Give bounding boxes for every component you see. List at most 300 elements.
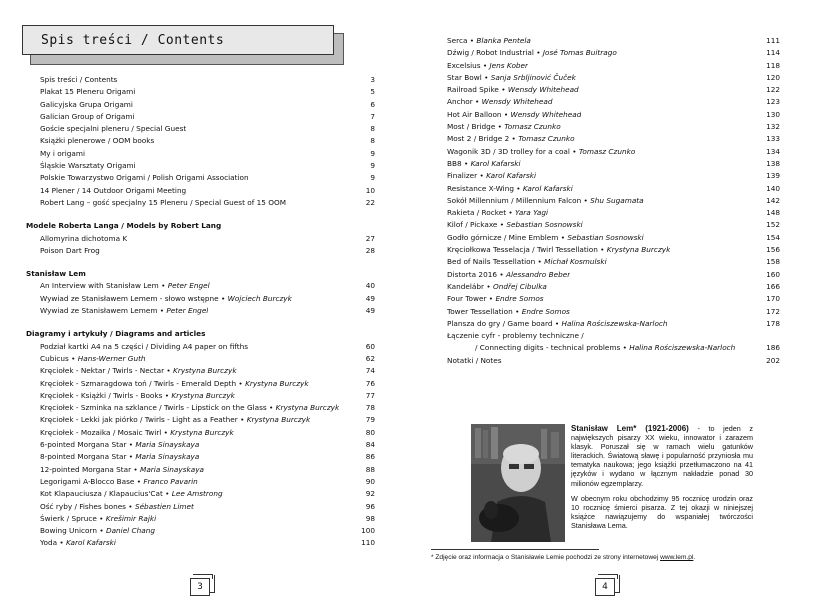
entry-author: Endre Somos [495,294,544,304]
lem-bio-block [471,424,753,544]
entry-title-text: Diagramy i artykuły / Diagrams and articles [26,329,206,339]
entry-title [447,256,607,268]
contents-entry [447,133,780,145]
entry-page-number: 8 [370,124,375,134]
contents-entry [447,306,780,318]
entry-author: Wojciech Burczyk [227,293,292,303]
entry-title-text: 8-pointed Morgana Star • [40,452,136,462]
contents-entry [447,158,780,170]
contents-entry [26,353,375,365]
entry-title-text: Bed of Nails Tessellation • [447,257,545,267]
entry-title [26,501,194,513]
entry-title [26,220,221,232]
entry-title-text: Distorta 2016 • [447,269,506,279]
lem-portrait-photo [471,424,565,542]
contents-entry [447,96,780,108]
contents-entry [26,293,375,305]
entry-title-text: Spis treści / Contents [40,75,118,84]
entry-author: Yara Yagi [515,208,548,218]
entry-title-text: Polskie Towarzystwo Origami / Polish Origami Association [40,173,249,183]
entry-title-text: Sokół Millennium / Millennium Falcon • [447,195,591,205]
entry-title-text: Poison Dart Frog [40,245,100,255]
entry-title-text: BB8 • [447,158,471,168]
entry-title-text: Kręciołek - Szmaragdowa toń / Twirls - Emerald Depth • [40,378,246,388]
entry-title [447,121,561,133]
entry-author: Sébastien Limet [134,501,194,511]
entry-title-text: Finalizer • [447,171,487,181]
entry-author: Wensdy Whitehead [507,85,579,95]
entry-title [447,207,548,219]
page-title: Spis treści / Contents [22,25,334,55]
entry-title-text: Świerk / Spruce • [40,513,106,523]
entry-page-number: 202 [766,355,780,365]
entry-title-text: 14 Plener / 14 Outdoor Origami Meeting [40,185,187,195]
entry-page-number: 49 [365,293,375,303]
entry-title [26,305,208,317]
entry-title-text: Wywiad ze Stanisławem Lemem - słowo wstępne • [40,293,228,303]
entry-title-text: Bowing Unicorn • [40,526,106,536]
contents-entry [26,464,375,476]
entry-title-text: 6-pointed Morgana Star • [40,440,136,450]
footnote-end: . [693,554,696,561]
entry-author: Sebastian Sosnowski [567,232,644,242]
contents-entry [26,233,375,245]
entry-title [447,96,553,108]
entry-title [26,439,199,451]
entry-page-number: 40 [365,281,375,291]
entry-title [26,390,235,402]
contents-entry [26,501,375,513]
entry-title [447,219,583,231]
entry-page-number: 76 [365,378,375,388]
section-gap [26,257,375,268]
entry-page-number: 138 [766,158,780,168]
entry-page-number: 172 [766,306,780,316]
contents-list-right [447,35,780,367]
entry-page-number: 178 [766,318,780,328]
entry-title [447,35,531,47]
entry-title [447,355,502,367]
entry-page-number: 139 [766,171,780,181]
contents-entry [26,305,375,317]
entry-author: Krystyna Burczyk [245,378,309,388]
contents-entry [26,365,375,377]
entry-page-number: 152 [766,220,780,230]
contents-entry [26,185,375,197]
entry-title-text: Podział kartki A4 na 5 części / Dividing A4 paper on fifths [40,341,249,351]
entry-title-text: Anchor • [447,97,482,107]
entry-page-number: 90 [365,476,375,486]
entry-title [26,513,156,525]
entry-title-text: Plakat 15 Pleneru Origami [40,87,136,97]
entry-title [447,133,575,145]
entry-title [26,525,155,537]
entry-page-number [756,330,780,342]
contents-entry [26,99,375,111]
contents-entry [26,451,375,463]
entry-page-number: 166 [766,281,780,291]
entry-page-number: 7 [370,111,375,121]
entry-title [26,293,292,305]
contents-entry [26,86,375,98]
entry-page-number: 114 [766,48,780,58]
entry-page-number: 154 [766,232,780,242]
entry-author: Daniel Chang [105,526,155,536]
entry-page-number: 9 [370,173,375,183]
entry-title-text: Godło górnicze / Mine Emblem • [447,232,568,242]
entry-title [26,476,198,488]
entry-page-number: 6 [370,99,375,109]
entry-page-number: 74 [365,366,375,376]
entry-author: Krystyna Burczyk [171,390,235,400]
bio-paragraph-1: - to jeden z największych pisarzy XX wieku, innowator i zarazem klasyk. Poruszał się w ramach wielu gatunków literackich. Światową sławę i popularność przyniosła mu tematyka naukowa; jego książki przetłumaczono na 41 języków i wydano w łącznym nakładzie ponad 30 milionów egzemplarzy. [571,424,753,488]
entry-author: Peter Engel [166,306,209,316]
entry-title-text: Galicyjska Grupa Origami [40,99,133,109]
entry-title [26,464,204,476]
entry-title [26,427,234,439]
page-number-box-right [595,574,621,594]
entry-page-number: 186 [766,343,780,353]
entry-page-number: 142 [766,195,780,205]
contents-entry [447,355,780,367]
section-gap [26,209,375,220]
entry-author: Krešimir Rajki [105,513,157,523]
contents-entry [447,330,780,342]
entry-title-text: Kręciołek - Książki / Twirls - Books • [40,390,172,400]
entry-title [26,148,85,160]
entry-title-text: Kot Klapauciusza / Klapaucius'Cat • [40,489,172,499]
entry-title-text: Notatki / Notes [447,355,502,365]
entry-title [447,146,635,158]
page-number-left: 3 [190,578,210,596]
entry-author: Michał Kosmulski [544,257,607,267]
entry-page-number: 111 [766,36,780,45]
section-heading [26,268,375,280]
entry-author: Halina Rościszewska-Narloch [561,318,668,328]
entry-author: Sebastian Sosnowski [506,220,583,230]
entry-page-number: 77 [365,390,375,400]
entry-title [26,99,133,111]
entry-page-number: 132 [766,122,780,132]
entry-title [447,72,576,84]
entry-title-text: Kręciołek - Lekki jak piórko / Twirls - Light as a Feather • [40,415,247,425]
entry-title-text: Robert Lang – gość specjalny 15 Pleneru / Special Guest of 15 OOM [40,197,286,207]
entry-title [26,488,223,500]
entry-author: Peter Engel [167,281,210,291]
entry-author: José Tomas Buitrago [542,48,617,58]
entry-page-number: 130 [766,109,780,119]
entry-title-text: Kandelábr • [447,281,493,291]
entry-title [26,328,205,340]
entry-title [447,170,536,182]
entry-author: Shu Sugamata [590,195,644,205]
entry-title [26,537,116,549]
contents-entry [447,146,780,158]
entry-title-text: 12-pointed Morgana Star • [40,464,141,474]
lem-bio-text [571,424,753,536]
entry-title-text: Legorigami A-Blocco Base • [40,476,144,486]
contents-entry [447,342,780,354]
entry-title [26,378,309,390]
right-page [407,0,814,599]
contents-entry [447,232,780,244]
entry-title [26,414,310,426]
entry-author: Karol Kafarski [522,183,573,193]
entry-title-text: Cubicus • [40,353,78,363]
page-number-box-left [190,574,216,594]
contents-entry [447,183,780,195]
entry-title-text: Serca • [447,36,477,45]
contents-entry [447,269,780,281]
entry-title-text: Excelsius • [447,60,490,70]
contents-entry [26,341,375,353]
entry-title-text: / Connecting digits - technical problems • [475,343,630,353]
entry-page-number: 9 [370,148,375,158]
entry-page-number [351,268,375,280]
entry-page-number: 88 [365,464,375,474]
entry-title-text: Dźwig / Robot Industrial • [447,48,543,58]
entry-title [447,183,573,195]
entry-page-number: 133 [766,134,780,144]
section-heading [26,328,375,340]
entry-author: Karol Kafarski [470,158,521,168]
entry-page-number: 8 [370,136,375,146]
entry-title-text: Kręciołek - Szminka na szklance / Twirls - Lipstick on the Glass • [40,403,276,413]
entry-title [447,158,521,170]
entry-title [26,268,86,280]
entry-title [26,86,135,98]
entry-author: Ondřej Cibulka [492,281,547,291]
bio-years: (1921-2006) [636,424,689,433]
entry-page-number [351,220,375,232]
contents-entry [447,281,780,293]
entry-author: Hans-Werner Guth [77,353,146,363]
contents-entry [447,84,780,96]
entry-page-number: 170 [766,294,780,304]
footnote-link[interactable]: www.lem.pl [660,554,694,561]
entry-title [447,342,735,354]
entry-author: Wensdy Whitehead [510,109,582,119]
contents-entry [26,111,375,123]
entry-title-text: Yoda • [40,538,66,548]
entry-title [447,84,579,96]
contents-title-box [22,25,340,61]
entry-page-number: 49 [365,306,375,316]
entry-page-number: 160 [766,269,780,279]
entry-page-number: 10 [365,185,375,195]
entry-page-number: 28 [365,245,375,255]
entry-page-number: 98 [365,513,375,523]
entry-page-number: 134 [766,146,780,156]
entry-title [26,185,186,197]
entry-author: Tomasz Czunko [578,146,636,156]
entry-author: Krystyna Burczyk [275,403,340,413]
entry-title [447,281,547,293]
entry-title [26,245,100,257]
contents-entry [26,488,375,500]
entry-author: Karol Kafarski [486,171,537,181]
entry-author: Wensdy Whitehead [481,97,553,107]
entry-title [26,341,248,353]
contents-entry [26,414,375,426]
entry-author: Krystyna Burczyk [173,366,237,376]
contents-entry [447,170,780,182]
section-gap [26,317,375,328]
contents-entry [26,172,375,184]
contents-entry [26,148,375,160]
entry-page-number: 86 [365,452,375,462]
contents-entry [26,402,375,414]
entry-title-text: Galician Group of Origami [40,111,135,121]
entry-author: Karol Kafarski [66,538,116,548]
contents-entry [26,135,375,147]
entry-page-number: 92 [365,489,375,499]
entry-author: Halina Rościszewska-Narloch [629,343,736,353]
bio-paragraph-2: W obecnym roku obchodzimy 95 rocznicę urodzin oraz 10 rocznicę śmierci pisarza. Z tej okazji w niniejszej książce nawiązujemy do wspaniałej twórczości Stanisława Lema. [571,493,753,530]
entry-title-text: Rakieta / Rocket • [447,208,516,218]
entry-title [447,318,668,330]
contents-entry [26,197,375,209]
contents-entry [447,60,780,72]
contents-entry [26,513,375,525]
entry-title-text: Łączenie cyfr - problemy techniczne / [447,331,584,341]
entry-title-text: Ość ryby / Fishes bones • [40,501,135,511]
entry-title-text: Tower Tessellation • [447,306,522,316]
entry-title [26,280,210,292]
entry-author: Maria Sinayskaya [140,464,204,474]
entry-title [26,74,117,86]
entry-title-text: Kilof / Pickaxe • [447,220,507,230]
entry-title-text: Wagonik 3D / 3D trolley for a coal • [447,146,579,156]
entry-page-number: 27 [365,233,375,243]
entry-author: Jens Kober [489,60,529,70]
entry-page-number: 148 [766,208,780,218]
entry-page-number: 62 [365,353,375,363]
contents-entry [447,293,780,305]
contents-entry [26,476,375,488]
entry-page-number: 22 [365,197,375,207]
entry-title [26,197,286,209]
entry-title [447,244,670,256]
contents-list-left [26,74,375,550]
contents-entry [447,195,780,207]
entry-title-text: Wywiad ze Stanisławem Lemem • [40,306,167,316]
entry-title [26,402,339,414]
entry-title [447,60,528,72]
entry-title-text: Resistance X-Wing • [447,183,523,193]
contents-entry [26,245,375,257]
entry-page-number: 79 [365,415,375,425]
entry-title [26,233,127,245]
entry-page-number: 80 [365,427,375,437]
section-heading [26,220,375,232]
entry-title [26,172,249,184]
entry-title-text: Four Tower • [447,294,496,304]
entry-title [447,195,644,207]
contents-entry [447,244,780,256]
contents-entry [26,439,375,451]
entry-author: Endre Somos [521,306,570,316]
entry-title [26,365,237,377]
entry-title-text: Modele Roberta Langa / Models by Robert Lang [26,221,222,231]
contents-entry [26,427,375,439]
contents-entry [447,318,780,330]
entry-author: Maria Sinayskaya [135,452,200,462]
entry-page-number: 3 [370,75,375,84]
entry-page-number: 84 [365,440,375,450]
footnote [431,554,695,561]
entry-title [447,330,584,342]
entry-page-number: 100 [361,526,375,536]
footnote-rule [431,549,599,550]
entry-title-text: Most / Bridge • [447,122,505,132]
contents-entry [447,219,780,231]
entry-title-text: Kręciołkowa Tesselacja / Twirl Tessellation • [447,245,607,255]
entry-title-text: Kręciołek - Mozaika / Mosaic Twirl • [40,427,171,437]
entry-author: Blanka Pentela [476,36,531,45]
entry-title-text: Plansza do gry / Game board • [447,318,562,328]
contents-entry [447,121,780,133]
entry-title-text: Hot Air Balloon • [447,109,511,119]
entry-title [26,160,136,172]
entry-author: Lee Amstrong [171,489,223,499]
page-number-right: 4 [595,578,615,596]
entry-title [447,109,581,121]
entry-author: Krystyna Burczyk [606,245,671,255]
entry-author: Maria Sinayskaya [135,440,200,450]
contents-entry [26,74,375,86]
contents-entry [26,537,375,549]
entry-page-number: 118 [766,60,780,70]
entry-title-text: Śląskie Warsztaty Origami [40,161,136,171]
contents-entry [26,160,375,172]
contents-entry [26,378,375,390]
entry-title-text: Goście specjalni pleneru / Special Guest [40,124,187,134]
entry-page-number: 78 [365,403,375,413]
entry-page-number: 156 [766,245,780,255]
entry-title-text: An Interview with Stanisław Lem • [40,281,168,291]
entry-title [447,293,544,305]
contents-entry [447,47,780,59]
entry-author: Krystyna Burczyk [170,427,234,437]
contents-entry [447,207,780,219]
entry-page-number: 123 [766,97,780,107]
entry-title-text: Most 2 / Bridge 2 • [447,134,519,144]
contents-entry [26,280,375,292]
entry-title [26,135,154,147]
entry-author: Krystyna Burczyk [246,415,311,425]
contents-entry [447,256,780,268]
entry-page-number: 122 [766,85,780,95]
entry-author: Alessandro Beber [505,269,571,279]
entry-title-text: Allomyrina dichotoma K [40,233,128,243]
contents-entry [26,123,375,135]
bio-name: Stanisław Lem* [571,424,637,433]
entry-title [26,111,135,123]
entry-title [447,232,644,244]
entry-page-number: 96 [365,501,375,511]
contents-entry [26,525,375,537]
entry-title-text: Stanisław Lem [26,269,86,279]
entry-page-number: 158 [766,257,780,267]
entry-title-text: Książki plenerowe / OOM books [40,136,155,146]
entry-page-number: 9 [370,161,375,171]
entry-page-number: 120 [766,72,780,82]
entry-author: Sanja Srbljinović Čuček [490,72,576,82]
entry-title-text: Star Bowl • [447,72,491,82]
entry-author: Tomasz Czunko [504,122,561,132]
entry-title [26,451,199,463]
